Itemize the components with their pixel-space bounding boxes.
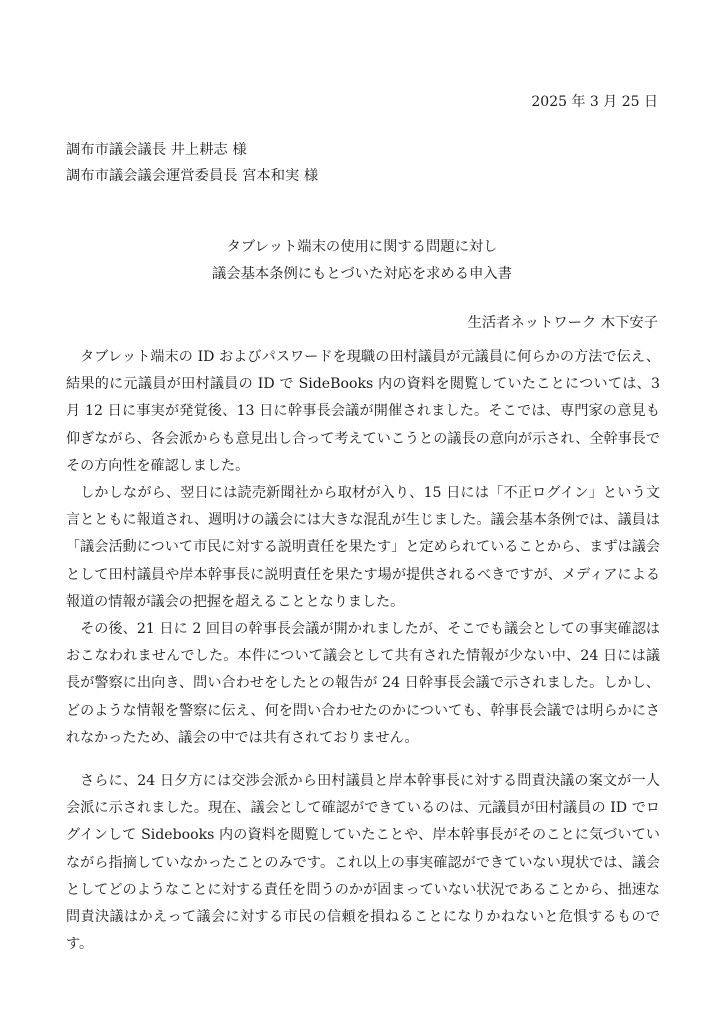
document-title	[0, 234, 724, 288]
body-paragraph-4: さらに、24 日夕方には交渉会派から田村議員と岸本幹事長に対する問責決議の案文が一人会派に示されました。現在、議会として確認ができているのは、元議員が田村議員の ID でログインして Sidebooks 内の資料を閲覧していたことや、岸本幹事長がそのことに気づいていながら指摘していなかったことのみです。これ以上の事実確認ができていない現状では、議会としてどのようなことに対する責任を問うのかが固まっていない状況であることから、拙速な問責決議はかえって議会に対する市民の信頼を損ねることになりかねないと危惧するものです。	[66, 773, 660, 953]
title-line-1: タブレット端末の使用に関する問題に対し	[226, 239, 498, 255]
addressee-committee-chair: 調布市議会議会運営委員長 宮本和実 様	[66, 168, 319, 184]
title-line-2: 議会基本条例にもとづいた対応を求める申入書	[212, 266, 512, 282]
body-paragraph-3: その後、21 日に 2 回目の幹事長会議が開かれましたが、そこでも議会としての事実確認はおこなわれませんでした。本件について議会として共有された情報が少ない中、24 日には議長が警察に出向き、問い合わせをしたとの報告が 24 日幹事長会議で示されました。しかし、どのような情報を警察に伝え、何を問い合わせたのかについても、幹事長会議では明らかにされなかったため、議会の中では共有されておりません。	[66, 621, 660, 746]
addressee-chair: 調布市議会議長 井上耕志 様	[66, 142, 247, 158]
body-paragraph-2: しかしながら、翌日には読売新聞社から取材が入り、15 日には「不正ログイン」という文言とともに報道され、週明けの議会には大きな混乱が生じました。議会基本条例では、議員は「議会活動について市民に対する説明責任を果たす」と定められていることから、まずは議会として田村議員や岸本幹事長に説明責任を果たす場が提供されるべきですが、メディアによる報道の情報が議会の把握を超えることとなりました。	[66, 485, 660, 610]
body-section-1	[66, 344, 660, 752]
document-date: 2025 年 3 月 25 日	[531, 94, 658, 110]
addressee-block	[66, 137, 318, 189]
body-section-2	[66, 768, 660, 958]
document-author: 生活者ネットワーク 木下安子	[467, 315, 658, 331]
body-paragraph-1: タブレット端末の ID およびパスワードを現職の田村議員が元議員に何らかの方法で伝え、結果的に元議員が田村議員の ID で SideBooks 内の資料を閲覧していたことについては、3 月 12 日に事実が発覚後、13 日に幹事長会議が開催されました。そこでは、専門家の意見も仰ぎながら、各会派からも意見出し合って考えていこうとの議長の意向が示され、全幹事長でその方向性を確認しました。	[66, 349, 660, 474]
